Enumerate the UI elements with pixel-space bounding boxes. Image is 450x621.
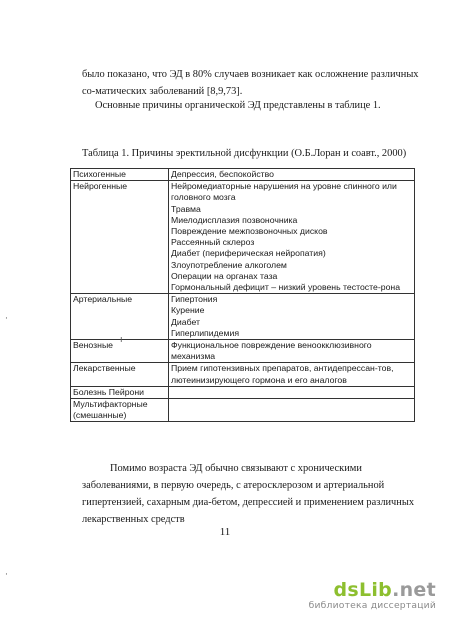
watermark-subtitle: библиотека диссертаций	[308, 600, 436, 611]
cause-item: Диабет (периферическая нейропатия)	[171, 248, 326, 259]
table-row	[71, 294, 415, 340]
cause-item: Операции на органах таза	[171, 270, 278, 281]
scan-mark: ·	[5, 314, 8, 324]
cause-item: Злоупотребление алкоголем	[171, 259, 287, 270]
after-table-text: Помимо возраста ЭД обычно связывают с хроническими заболеваниями, в первую очередь, с атеросклерозом и артериальной гипертензией, сахарным диа-бетом, депрессией и применением различных лекарственных средств	[82, 463, 415, 525]
cause-item: Функциональное повреждение веноокклюзивного механизма	[171, 340, 372, 362]
category-cell: Артериальные	[71, 294, 169, 340]
cause-item: Курение	[171, 305, 205, 316]
cause-item: Диабет	[171, 316, 200, 327]
category-cell: Лекарственные	[71, 363, 169, 386]
cause-item: Рассеянный склероз	[171, 237, 255, 248]
causes-cell	[169, 181, 415, 294]
category-cell: Венозные	[71, 340, 169, 363]
cause-item: Гипертония	[171, 294, 218, 305]
causes-table-body	[71, 169, 415, 422]
category-cell: Болезнь Пейрони	[71, 386, 169, 398]
after-table-paragraph	[82, 460, 422, 528]
table-row	[71, 399, 415, 422]
table-row	[71, 363, 415, 386]
causes-cell	[169, 169, 415, 181]
cause-item: Прием гипотензивных препаратов, антидепрессан-тов, лютеинизирующего гормона и его аналогов	[171, 363, 394, 385]
cause-item: Гормональный дефицит – низкий уровень тестосте-рона	[171, 282, 401, 293]
scan-mark: ·	[5, 570, 8, 580]
page-number: 11	[219, 526, 231, 538]
dslib-watermark	[309, 580, 436, 611]
causes-cell	[169, 386, 415, 398]
table-reference-sentence: Основные причины органической ЭД представлены в таблице 1.	[95, 100, 381, 111]
dslib-logo	[309, 580, 436, 600]
cause-item: Повреждение межпозвоночных дисков	[171, 226, 328, 237]
logo-suffix-text: .net	[392, 579, 436, 601]
cause-item: Нейромедиаторные нарушения на уровне спинного или головного мозга	[171, 181, 397, 203]
causes-table	[70, 168, 415, 422]
table-caption: Таблица 1. Причины эректильной дисфункции (О.Б.Лоран и соавт., 2000)	[82, 148, 407, 159]
category-cell: Нейрогенные	[71, 181, 169, 294]
causes-cell	[169, 399, 415, 422]
cause-item: Миелодисплазия позвоночника	[171, 214, 298, 225]
table-row	[71, 386, 415, 398]
cause-item: Травма	[171, 203, 201, 214]
cause-item: Депрессия, беспокойство	[171, 169, 274, 179]
category-cell: Психогенные	[71, 169, 169, 181]
intro-paragraph: было показано, что ЭД в 80% случаев возникает как осложнение различных со-матических заболеваний [8,9,73].	[82, 69, 419, 97]
causes-cell	[169, 340, 415, 363]
table-row	[71, 181, 415, 294]
cause-item: Гиперлипидемия	[171, 327, 240, 338]
causes-cell	[169, 363, 415, 386]
category-cell: Мультифакторные (смешанные)	[71, 399, 169, 422]
scan-mark: ı	[120, 335, 123, 345]
table-row	[71, 169, 415, 181]
causes-cell	[169, 294, 415, 340]
logo-main-text: dsLib	[333, 579, 393, 601]
